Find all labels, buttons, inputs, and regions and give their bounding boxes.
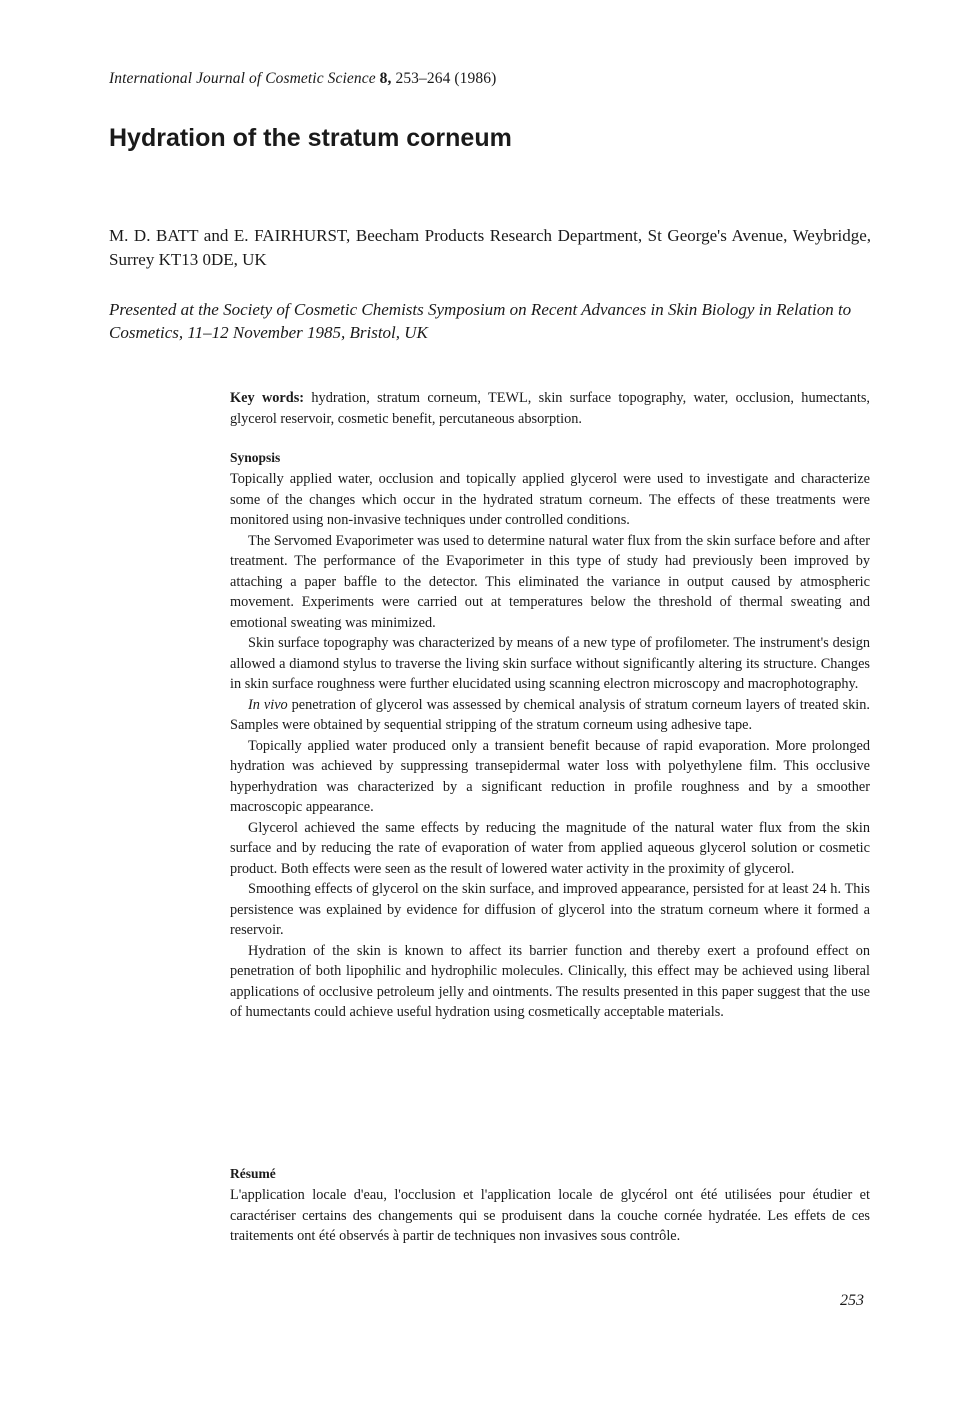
synopsis-paragraph: The Servomed Evaporimeter was used to determine natural water flux from the skin surface before and after treatment. The performance of the Evaporimeter in this type of study had previously been improved by attaching a paper baffle to the detector. This eliminated the variance in output caused by atmospheric movement. Experiments were carried out at temperatures below the threshold of thermal sweating and emotional sweating was minimized. (230, 532, 870, 631)
journal-volume: 8, (379, 70, 392, 87)
resume-paragraph: L'application locale d'eau, l'occlusion et l'application locale de glycérol ont été utilisées pour étudier et caractériser certains des changements qui se produisent dans la couche cornée hydratée. Les effets de ces traitements ont été observés à partir de techniques non invasives sous contrôle. (230, 1187, 870, 1244)
resume-body (230, 1185, 870, 1247)
synopsis-paragraph: Hydration of the skin is known to affect its barrier function and thereby exert a profound effect on penetration of both lipophilic and hydrophilic molecules. Clinically, this effect may be achieved using liberal applications of occlusive petroleum jelly and ointments. The results presented in this paper suggest that the use of humectants could achieve useful hydration using cosmetically acceptable materials. (230, 942, 870, 1020)
keywords-text: hydration, stratum corneum, TEWL, skin surface topography, water, occlusion, humectants, glycerol reservoir, cosmetic benefit, percutaneous absorption. (230, 390, 870, 427)
resume-heading: Résumé (230, 1166, 276, 1181)
synopsis-paragraph: Topically applied water produced only a transient benefit because of rapid evaporation. More prolonged hydration was achieved by suppressing transepidermal water loss with polyethylene film. This occlusive hyperhydration was characterized by a significant reduction in profile roughness and by a smoother macroscopic appearance. (230, 737, 870, 815)
synopsis-paragraph: Smoothing effects of glycerol on the skin surface, and improved appearance, persisted for at least 24 h. This persistence was explained by evidence for diffusion of glycerol into the stratum corneum where it formed a reservoir. (230, 881, 870, 938)
synopsis-body (230, 469, 870, 1023)
keywords (230, 388, 870, 429)
presented-note: Presented at the Society of Cosmetic Chemists Symposium on Recent Advances in Skin Biology in Relation to Cosmetics, 11–12 November 1985, Bristol, UK (109, 300, 852, 342)
author-affiliation: M. D. BATT and E. FAIRHURST, Beecham Products Research Department, St George's Avenue, Weybridge, Surrey KT13 0DE, UK (109, 226, 871, 269)
synopsis-heading: Synopsis (230, 450, 281, 465)
in-vivo-term: In vivo (248, 696, 288, 713)
synopsis-paragraph: Skin surface topography was characterized by means of a new type of profilometer. The instrument's design allowed a diamond stylus to traverse the living skin surface without significantly altering its structure. Changes in skin surface roughness were further elucidated using scanning electron microscopy and macrophotography. (230, 635, 870, 692)
article-title: Hydration of the stratum corneum (109, 124, 512, 152)
journal-name: International Journal of Cosmetic Science (109, 70, 376, 87)
synopsis-paragraph: Glycerol achieved the same effects by reducing the magnitude of the natural water flux from the skin surface and by reducing the rate of evaporation of water from applied aqueous glycerol solution or cosmetic product. Both effects were seen as the result of lowered water activity in the proximity of glycerol. (230, 819, 870, 877)
synopsis-paragraph: Topically applied water, occlusion and topically applied glycerol were used to investigate and characterize some of the changes which occur in the hydrated stratum corneum. The effects of these treatments were monitored using non-invasive techniques under controlled conditions. (230, 471, 870, 528)
page-number: 253 (840, 1292, 864, 1309)
journal-pages-year: 253–264 (1986) (395, 70, 497, 87)
synopsis-paragraph-text: penetration of glycerol was assessed by chemical analysis of stratum corneum layers of treated skin. Samples were obtained by sequential stripping of the stratum corneum using adhesive tape. (230, 696, 870, 733)
journal-citation (109, 70, 496, 88)
keywords-label: Key words: (230, 390, 305, 406)
synopsis-paragraph (230, 695, 870, 736)
